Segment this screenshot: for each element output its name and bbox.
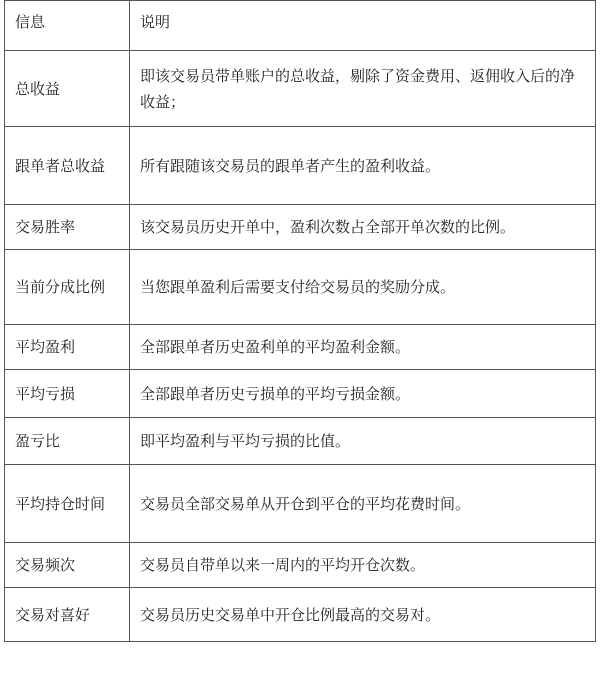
row-label: 当前分成比例 xyxy=(5,250,130,325)
table-row xyxy=(5,127,596,205)
row-label: 交易对喜好 xyxy=(5,588,130,642)
row-label: 平均盈利 xyxy=(5,325,130,370)
table-row xyxy=(5,205,596,250)
table-row xyxy=(5,543,596,588)
table-row xyxy=(5,250,596,325)
header-label-cell: 信息 xyxy=(5,1,130,51)
table-row xyxy=(5,588,596,642)
table-header-row xyxy=(5,1,596,51)
info-table xyxy=(4,0,596,642)
row-desc: 交易员自带单以来一周内的平均开仓次数。 xyxy=(130,543,596,588)
table-row xyxy=(5,370,596,418)
row-desc: 交易员历史交易单中开仓比例最高的交易对。 xyxy=(130,588,596,642)
row-label: 盈亏比 xyxy=(5,418,130,465)
table-row xyxy=(5,465,596,543)
row-desc: 即平均盈利与平均亏损的比值。 xyxy=(130,418,596,465)
row-label: 交易频次 xyxy=(5,543,130,588)
row-label: 总收益 xyxy=(5,51,130,127)
row-desc: 该交易员历史开单中，盈利次数占全部开单次数的比例。 xyxy=(130,205,596,250)
row-desc: 所有跟随该交易员的跟单者产生的盈利收益。 xyxy=(130,127,596,205)
row-desc: 当您跟单盈利后需要支付给交易员的奖励分成。 xyxy=(130,250,596,325)
row-label: 交易胜率 xyxy=(5,205,130,250)
row-label: 平均亏损 xyxy=(5,370,130,418)
row-desc: 即该交易员带单账户的总收益，剔除了资金费用、返佣收入后的净收益； xyxy=(130,51,596,127)
table-row xyxy=(5,418,596,465)
table-row xyxy=(5,51,596,127)
table-row xyxy=(5,325,596,370)
header-desc-cell: 说明 xyxy=(130,1,596,51)
row-label: 跟单者总收益 xyxy=(5,127,130,205)
row-desc: 交易员全部交易单从开仓到平仓的平均花费时间。 xyxy=(130,465,596,543)
row-label: 平均持仓时间 xyxy=(5,465,130,543)
row-desc: 全部跟单者历史亏损单的平均亏损金额。 xyxy=(130,370,596,418)
row-desc: 全部跟单者历史盈利单的平均盈利金额。 xyxy=(130,325,596,370)
